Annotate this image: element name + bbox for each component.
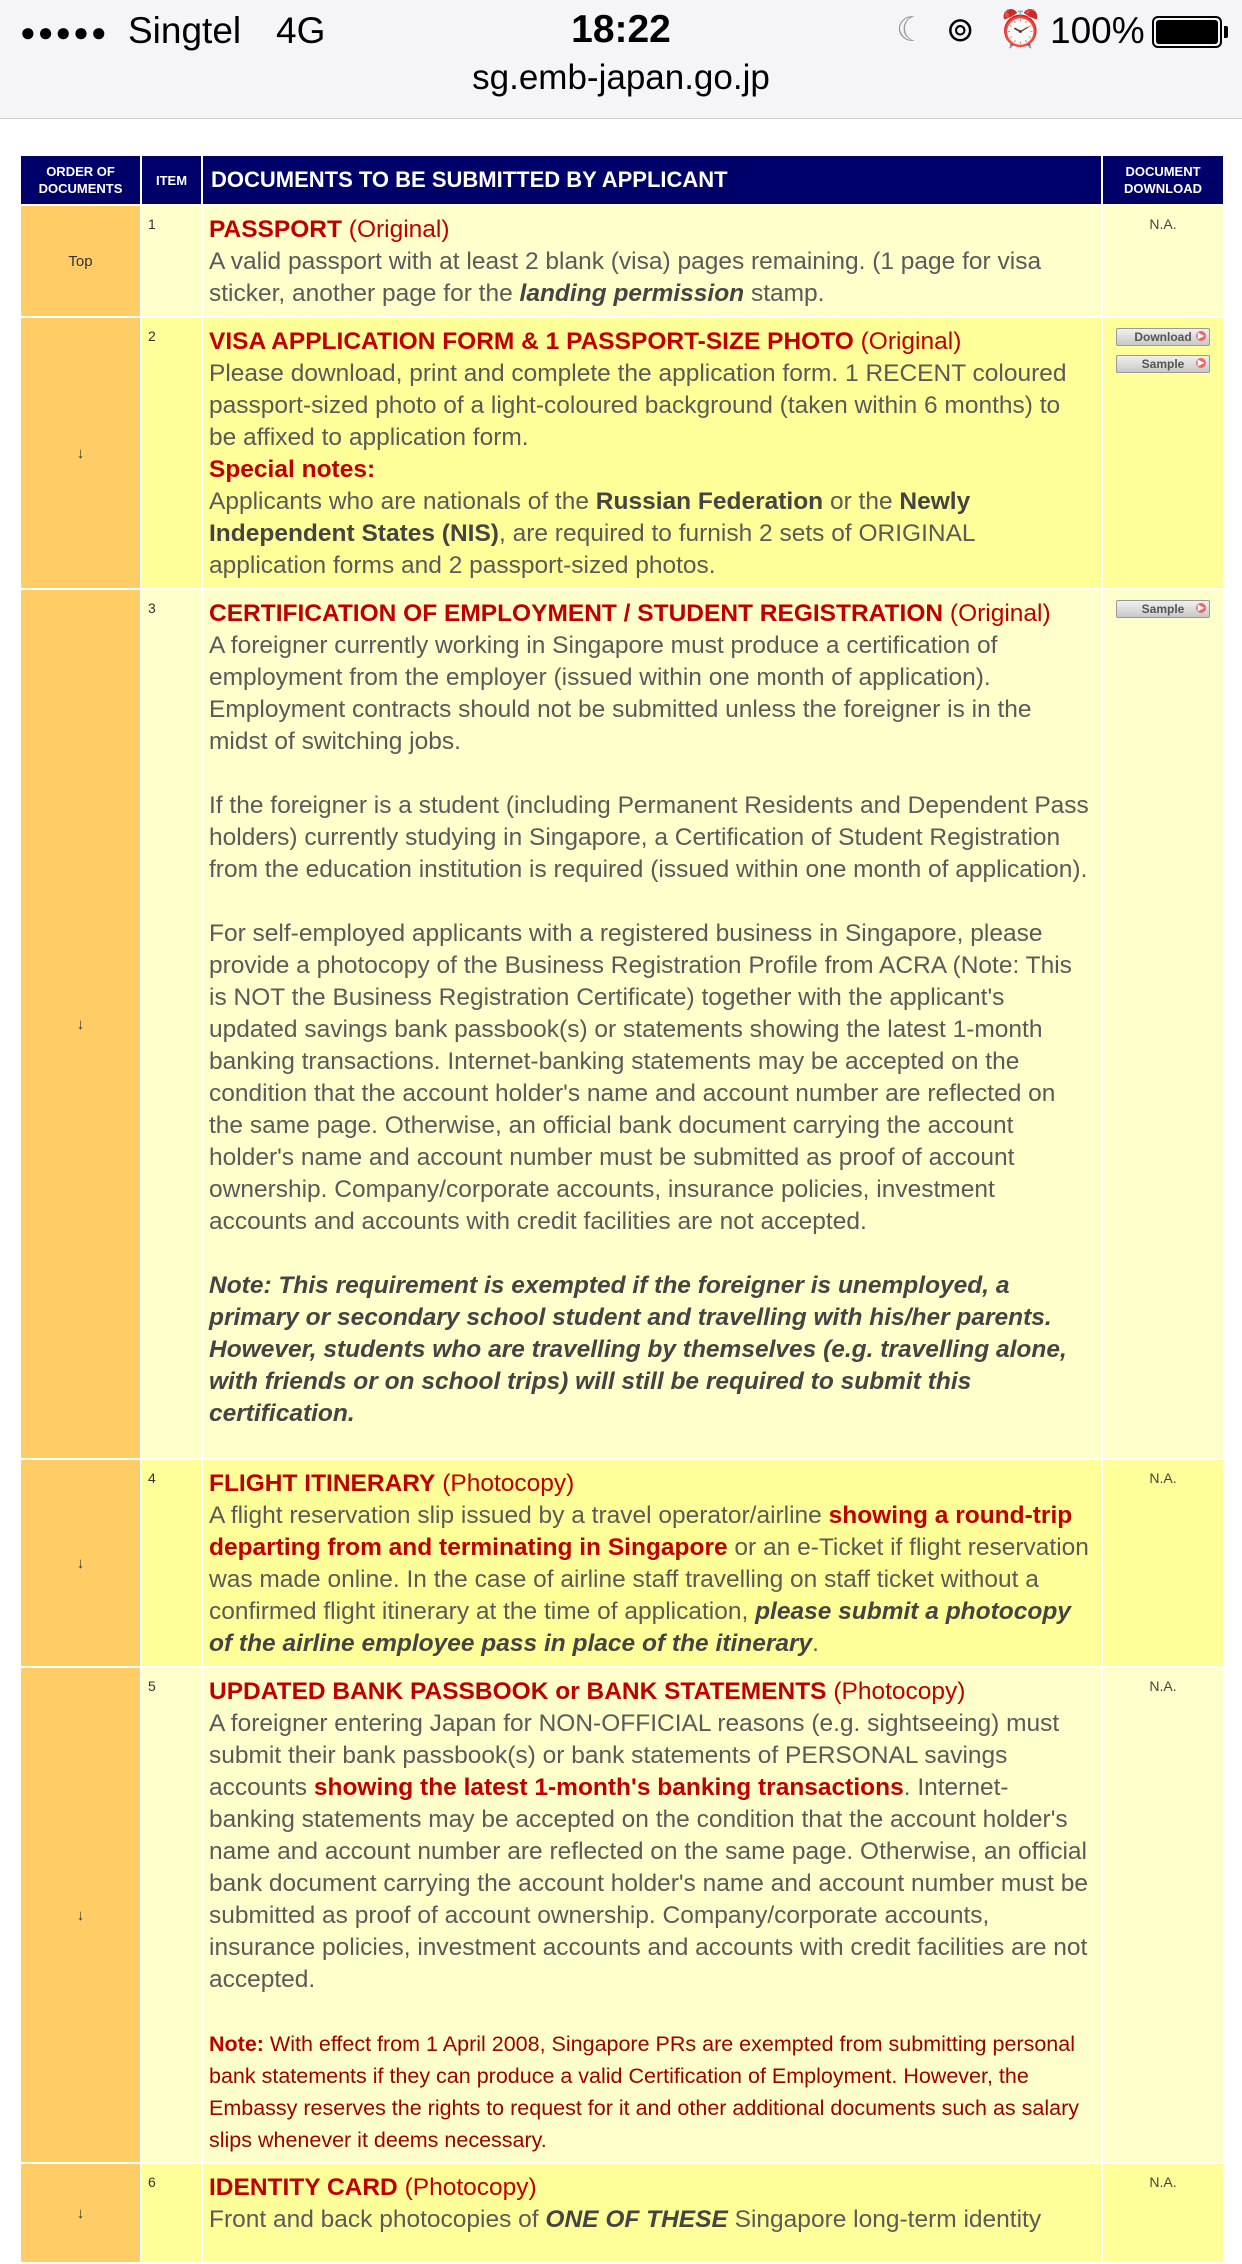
header-download: DOCUMENT DOWNLOAD — [1102, 155, 1224, 205]
document-title: IDENTITY CARD — [209, 2174, 398, 2201]
order-cell[interactable]: ↓ — [20, 589, 141, 1459]
item-number: 5 — [141, 1667, 202, 2163]
not-available-label: N.A. — [1149, 2174, 1177, 2190]
document-title: VISA APPLICATION FORM & 1 PASSPORT-SIZE PHOTO — [209, 328, 854, 355]
battery-icon — [1152, 16, 1222, 48]
item-number: 4 — [141, 1459, 202, 1667]
sample-button[interactable]: Sample ▶ — [1116, 355, 1210, 373]
battery-percent: 100% — [1050, 10, 1145, 51]
document-description: CERTIFICATION OF EMPLOYMENT / STUDENT REGISTRATION (Original) A foreigner currently working in Singapore must produce a certification of employment from the employer (issued within one month of application). Employment contracts should not be submitted unless the foreigner is in the midst of switching jobs. If the foreigner is a student (including Permanent Residents and Dependent Pass holders) currently studying in Singapore, a Certification of Student Registration from the education institution is required (issued within one month of application). For self-employed applicants with a registered business in Singapore, please provide a photocopy of the Business Registration Profile from ACRA (Note: This is NOT the Business Registration Certificate) together with the applicant's updated savings bank passbook(s) or statements showing the latest 1-month banking transactions. Internet-banking statements may be accepted on the condition that the account holder's name and account number are reflected on the same page. Otherwise, an official bank document carrying the account holder's name and account number must be submitted as proof of account ownership. Company/corporate accounts, insurance policies, investment accounts and accounts with credit facilities are not accepted. Note: This requirement is exempted if the foreigner is unemployed, a primary or secondary school student and travelling with his/her parents. However, students who are travelling by themselves (e.g. travelling alone, with friends or on school trips) will still be required to submit this certification. — [202, 589, 1102, 1459]
carrier-name: Singtel — [128, 10, 242, 51]
order-cell[interactable]: ↓ — [20, 1459, 141, 1667]
header-order: ORDER OF DOCUMENTS — [20, 155, 141, 205]
table-header-row — [20, 155, 1224, 205]
special-notes-label: Special notes: — [209, 456, 376, 483]
pr-exemption-note: Note: With effect from 1 April 2008, Singapore PRs are exempted from submitting personal bank statements if they can produce a valid Certification of Employment. However, the Embassy reserves the rights to request for it and other additional documents such as salary slips whenever it deems necessary. — [209, 2032, 1079, 2152]
document-title: CERTIFICATION OF EMPLOYMENT / STUDENT REGISTRATION — [209, 600, 944, 627]
alarm-icon: ⏰ — [998, 8, 1043, 49]
browser-top-bar — [0, 0, 1242, 119]
document-description: PASSPORT (Original) A valid passport with at least 2 blank (visa) pages remaining. (1 page for visa sticker, another page for the landing permission stamp. — [202, 205, 1102, 317]
table-row — [20, 1459, 1224, 1667]
status-bar — [0, 0, 1242, 62]
arrow-right-icon: ▶ — [1197, 331, 1205, 340]
download-cell — [1102, 205, 1224, 317]
network-type: 4G — [276, 10, 326, 51]
table-row — [20, 317, 1224, 589]
documents-table — [19, 154, 1225, 2264]
table-row — [20, 589, 1224, 1459]
exemption-note: Note: This requirement is exempted if the foreigner is unemployed, a primary or secondary school student and travelling with his/her parents. However, students who are travelling by themselves (e.g. travelling alone, with friends or on school trips) will still be required to submit this certification. — [209, 1272, 1067, 1427]
document-title: PASSPORT — [209, 216, 342, 243]
download-cell — [1102, 2163, 1224, 2263]
order-cell[interactable]: Top — [20, 205, 141, 317]
sample-button[interactable]: Sample ▶ — [1116, 600, 1210, 618]
header-item: ITEM — [141, 155, 202, 205]
order-cell[interactable]: ↓ — [20, 2163, 141, 2263]
table-row — [20, 2163, 1224, 2263]
do-not-disturb-icon: ☾ — [896, 11, 927, 49]
item-number: 3 — [141, 589, 202, 1459]
order-cell[interactable]: ↓ — [20, 317, 141, 589]
download-cell — [1102, 317, 1224, 589]
signal-strength-icon: ●●●●● — [20, 17, 109, 47]
download-cell — [1102, 1459, 1224, 1667]
order-cell[interactable]: ↓ — [20, 1667, 141, 2163]
arrow-right-icon: ▶ — [1197, 358, 1205, 367]
item-number: 2 — [141, 317, 202, 589]
document-title: FLIGHT ITINERARY — [209, 1470, 436, 1497]
download-cell — [1102, 589, 1224, 1459]
document-type: Original — [958, 600, 1043, 627]
header-documents: DOCUMENTS TO BE SUBMITTED BY APPLICANT — [202, 155, 1102, 205]
document-description: IDENTITY CARD (Photocopy) Front and back photocopies of ONE OF THESE Singapore long-term identity — [202, 2163, 1102, 2263]
document-type: Photocopy — [841, 1678, 958, 1705]
document-title: UPDATED BANK PASSBOOK or BANK STATEMENTS — [209, 1678, 827, 1705]
table-row — [20, 205, 1224, 317]
not-available-label: N.A. — [1149, 216, 1177, 232]
document-description: UPDATED BANK PASSBOOK or BANK STATEMENTS (Photocopy) A foreigner entering Japan for NON-OFFICIAL reasons (e.g. sightseeing) must submit their bank passbook(s) or bank statements of PERSONAL savings accounts showing the latest 1-month's banking transactions. Internet-banking statements may be accepted on the condition that the account holder's name and account number are reflected on the same page. Otherwise, an official bank document carrying the account holder's name and account number must be submitted as proof of account ownership. Company/corporate accounts, insurance policies, investment accounts and accounts with credit facilities are not accepted. Note: With effect from 1 April 2008, Singapore PRs are exempted from submitting personal bank statements if they can produce a valid Certification of Employment. However, the Embassy reserves the rights to request for it and other additional documents such as salary slips whenever it deems necessary. — [202, 1667, 1102, 2163]
arrow-right-icon: ▶ — [1197, 603, 1205, 612]
document-type: Original — [868, 328, 954, 355]
document-type: Original — [356, 216, 442, 243]
download-button[interactable]: Download ▶ — [1116, 328, 1210, 346]
document-description: VISA APPLICATION FORM & 1 PASSPORT-SIZE PHOTO (Original) Please download, print and complete the application form. 1 RECENT coloured passport-sized photo of a light-coloured background (taken within 6 months) to be affixed to application form. Special notes: Applicants who are nationals of the Russian Federation or the Newly Independent States (NIS), are required to furnish 2 sets of ORIGINAL application forms and 2 passport-sized photos. — [202, 317, 1102, 589]
document-description: FLIGHT ITINERARY (Photocopy) A flight reservation slip issued by a travel operator/airline showing a round-trip departing from and terminating in Singapore or an e-Ticket if flight reservation was made online. In the case of airline staff travelling on staff ticket without a confirmed flight itinerary at the time of application, please submit a photocopy of the airline employee pass in place of the itinerary. — [202, 1459, 1102, 1667]
status-time: 18:22 — [571, 8, 671, 51]
table-row — [20, 1667, 1224, 2163]
document-type: Photocopy — [412, 2174, 529, 2201]
not-available-label: N.A. — [1149, 1470, 1177, 1486]
rotation-lock-icon: ⊚ — [946, 11, 975, 49]
not-available-label: N.A. — [1149, 1678, 1177, 1694]
document-type: Photocopy — [450, 1470, 567, 1497]
download-cell — [1102, 1667, 1224, 2163]
item-number: 1 — [141, 205, 202, 317]
address-bar[interactable]: sg.emb-japan.go.jp — [472, 58, 770, 97]
item-number: 6 — [141, 2163, 202, 2263]
